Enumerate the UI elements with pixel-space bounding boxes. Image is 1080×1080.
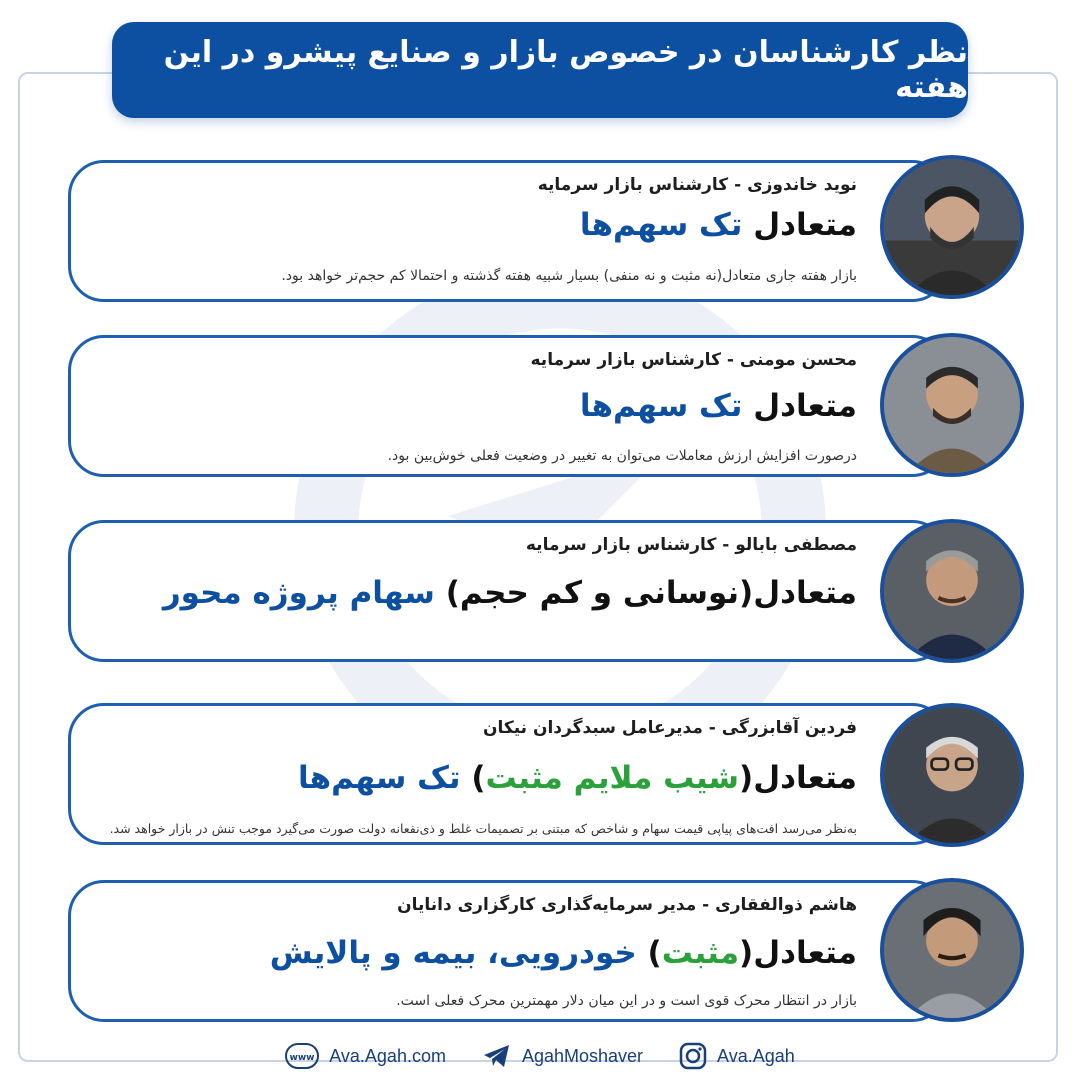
verdict-suffix: ): [471, 760, 486, 796]
expert-avatar: [880, 155, 1024, 299]
expert-card-3: [68, 520, 948, 662]
expert-verdict: [270, 935, 857, 971]
svg-text:www: www: [289, 1053, 315, 1063]
footer-website[interactable]: [285, 1043, 446, 1069]
verdict-prefix: متعادل: [753, 388, 857, 424]
expert-heading: فردین آقابزرگی - مدیرعامل سبدگردان نیکان: [482, 718, 857, 738]
verdict-main: تک سهم‌ها: [579, 207, 754, 243]
footer-instagram[interactable]: [679, 1042, 795, 1070]
instagram-label: Ava.Agah: [717, 1045, 795, 1066]
verdict-main: تک سهم‌ها: [297, 760, 472, 796]
globe-www-icon: [285, 1043, 319, 1069]
expert-heading: مصطفی بابالو - کارشناس بازار سرمایه: [525, 535, 857, 555]
expert-avatar: [880, 878, 1024, 1022]
expert-heading: محسن مومنی - کارشناس بازار سرمایه: [530, 350, 857, 370]
verdict-prefix: متعادل(نوسانی و کم حجم): [445, 575, 857, 611]
expert-verdict: [580, 388, 857, 424]
expert-card-5: [68, 880, 948, 1022]
expert-avatar: [880, 333, 1024, 477]
expert-comment: به‌نظر می‌رسد افت‌های پیاپی قیمت سهام و شاخص که مبتنی بر تصمیمات غلط و ذی‌نفعانه دولت صورت می‌گیرد موجب تنش در بازار خواهد شد.: [109, 821, 857, 836]
telegram-label: AgahMoshaver: [521, 1045, 644, 1066]
verdict-main: سهام پروژه محور: [162, 575, 446, 611]
telegram-icon: [482, 1043, 512, 1069]
expert-comment: بازار در انتظار محرک قوی است و در این میان دلار مهمترین محرک فعلی است.: [396, 993, 857, 1009]
expert-card-1: [68, 160, 948, 302]
expert-card-2: [68, 335, 948, 477]
expert-verdict: [298, 760, 857, 796]
expert-comment: درصورت افزایش ارزش معاملات می‌توان به تغییر در وضعیت فعلی خوش‌بین بود.: [387, 448, 857, 464]
verdict-suffix: ): [647, 935, 662, 971]
expert-avatar: [880, 703, 1024, 847]
website-label: Ava.Agah.com: [329, 1045, 446, 1066]
expert-heading: نوید خاندوزی - کارشناس بازار سرمایه: [537, 175, 857, 195]
expert-verdict: [580, 207, 857, 243]
expert-heading: هاشم ذوالفقاری - مدیر سرمایه‌گذاری کارگزاری دانایان: [397, 895, 857, 915]
verdict-positive: مثبت: [661, 935, 740, 971]
expert-card-4: [68, 703, 948, 845]
verdict-prefix: متعادل: [753, 207, 857, 243]
verdict-prefix: متعادل(: [739, 935, 857, 971]
expert-comment: بازار هفته جاری متعادل(نه مثبت و نه منفی) بسیار شبیه هفته گذشته و احتمالا کم حجم‌تر خواهد بود.: [281, 268, 857, 284]
verdict-main: خودرویی، بیمه و پالایش: [269, 935, 648, 971]
footer-telegram[interactable]: [482, 1043, 643, 1069]
expert-verdict: [163, 575, 857, 611]
instagram-icon: [679, 1042, 707, 1070]
verdict-prefix: متعادل(: [739, 760, 857, 796]
verdict-main: تک سهم‌ها: [579, 388, 754, 424]
page-title: نظر کارشناسان در خصوص بازار و صنایع پیشرو در این هفته: [112, 22, 968, 118]
verdict-positive: شیب ملایم مثبت: [485, 760, 740, 796]
footer: [0, 1040, 1080, 1072]
expert-avatar: [880, 519, 1024, 663]
